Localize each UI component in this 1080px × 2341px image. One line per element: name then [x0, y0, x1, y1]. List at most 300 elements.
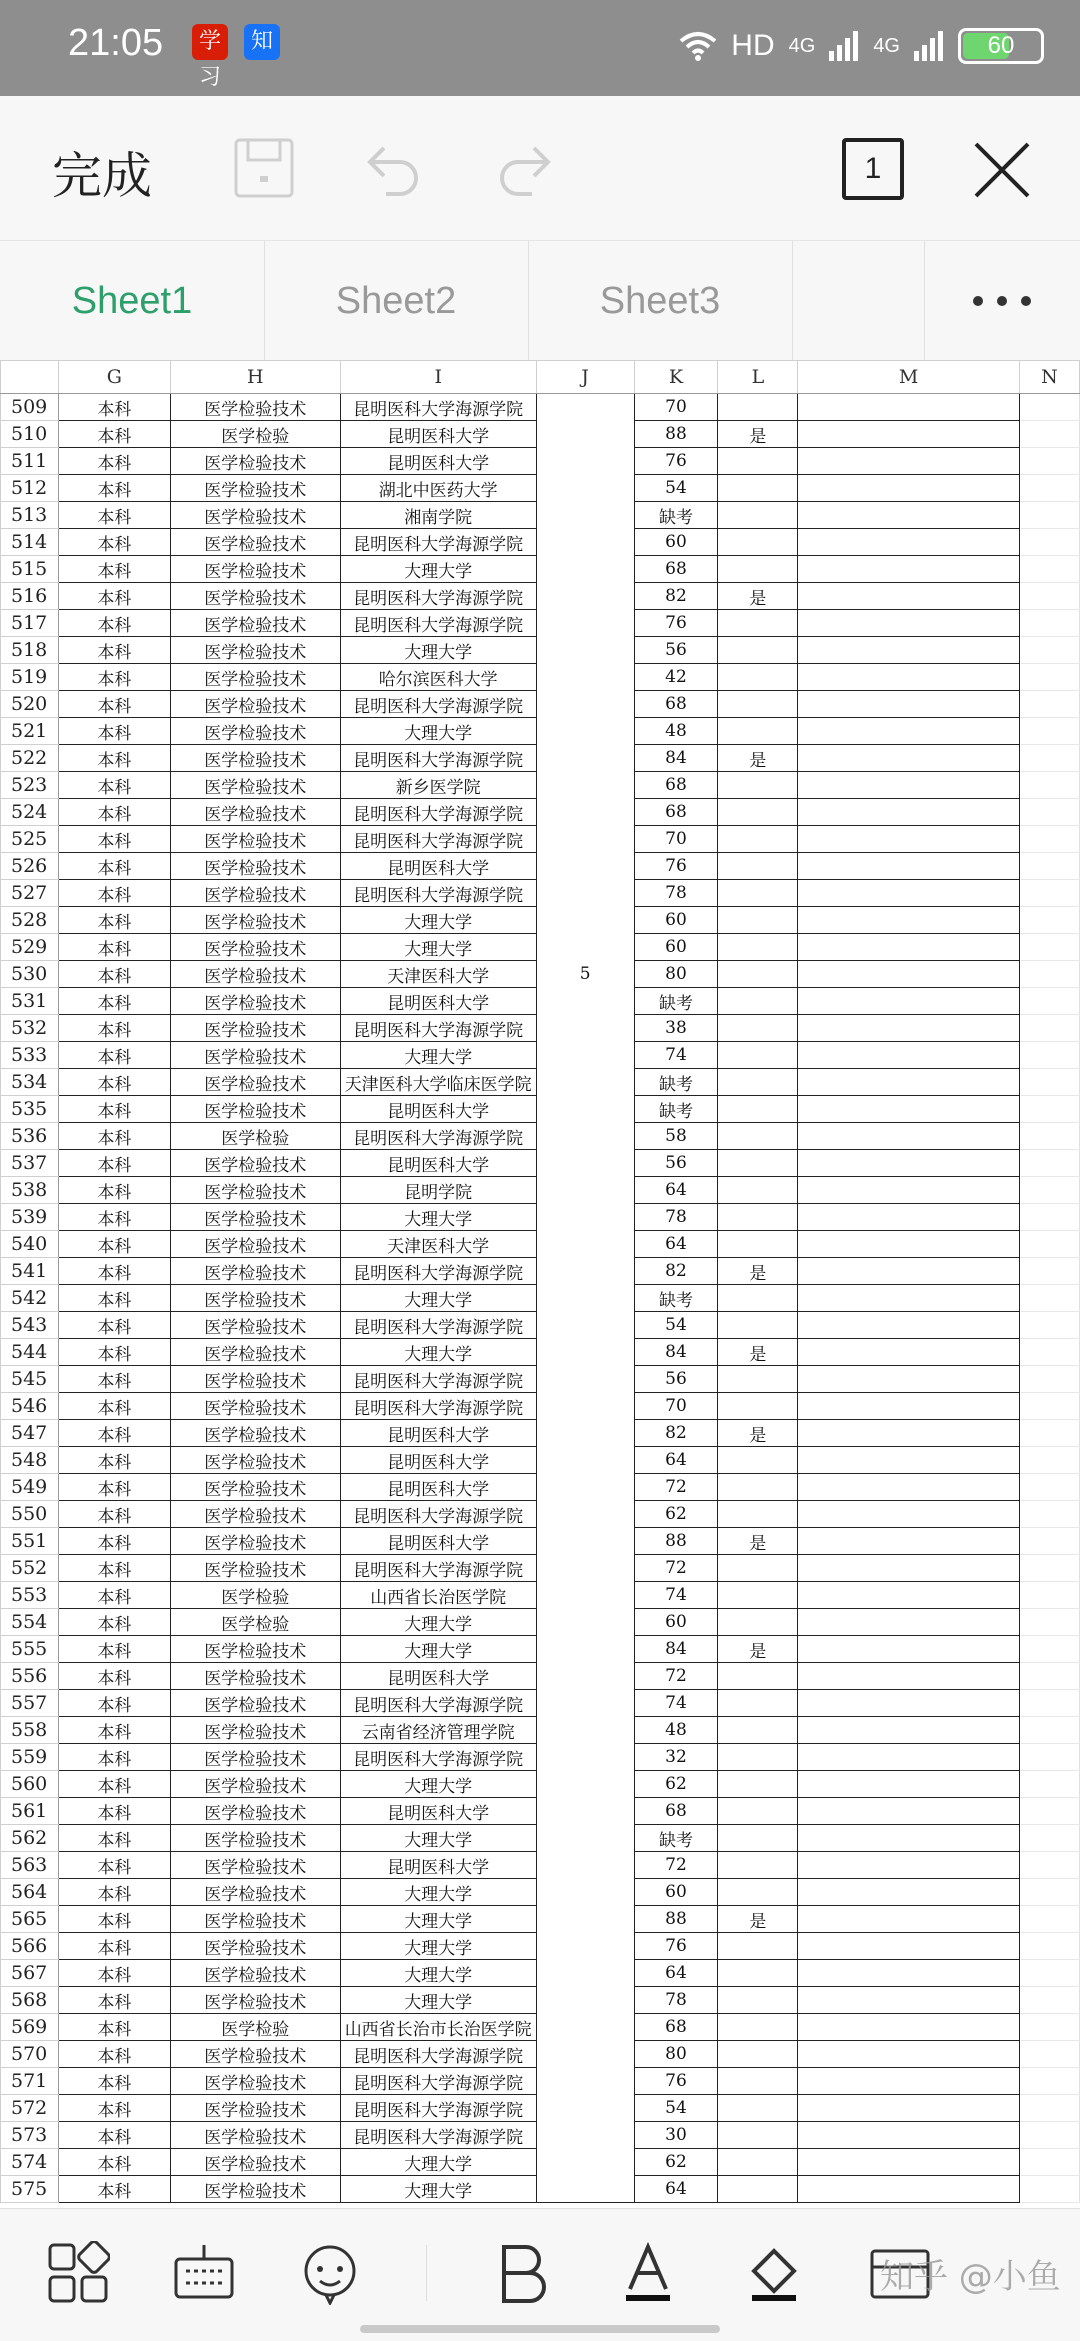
cell-j[interactable] [536, 1771, 634, 1798]
cell-score[interactable]: 56 [634, 1150, 718, 1177]
cell-j[interactable] [536, 1285, 634, 1312]
cell-school[interactable]: 昆明医科大学海源学院 [340, 529, 536, 556]
cell-school[interactable]: 大理大学 [340, 1987, 536, 2014]
cell-degree[interactable]: 本科 [58, 2014, 170, 2041]
cell-score[interactable]: 60 [634, 529, 718, 556]
cell-school[interactable]: 昆明医科大学海源学院 [340, 610, 536, 637]
cell-pass[interactable] [718, 1069, 798, 1096]
tab-sheet3[interactable]: Sheet3 [528, 241, 793, 361]
cell-major[interactable]: 医学检验技术 [170, 1042, 340, 1069]
cell-n[interactable] [1019, 1123, 1079, 1150]
row-number-cell[interactable]: 560 [1, 1771, 59, 1798]
cell-degree[interactable]: 本科 [58, 529, 170, 556]
cell-degree[interactable]: 本科 [58, 637, 170, 664]
row-number-cell[interactable]: 564 [1, 1879, 59, 1906]
cell-j[interactable] [536, 1123, 634, 1150]
cell-m[interactable] [798, 1555, 1020, 1582]
cell-m[interactable] [798, 1258, 1020, 1285]
cell-pass[interactable] [718, 2149, 798, 2176]
undo-icon[interactable] [362, 136, 426, 200]
cell-score[interactable]: 74 [634, 1042, 718, 1069]
row-number-cell[interactable]: 520 [1, 691, 59, 718]
cell-m[interactable] [798, 826, 1020, 853]
cell-pass[interactable]: 是 [718, 1636, 798, 1663]
cell-pass[interactable] [718, 826, 798, 853]
cell-m[interactable] [798, 1690, 1020, 1717]
row-number-cell[interactable]: 539 [1, 1204, 59, 1231]
cell-m[interactable] [798, 502, 1020, 529]
cell-n[interactable] [1019, 448, 1079, 475]
row-number-cell[interactable]: 558 [1, 1717, 59, 1744]
cell-n[interactable] [1019, 1582, 1079, 1609]
cell-score[interactable]: 76 [634, 610, 718, 637]
cell-major[interactable]: 医学检验技术 [170, 1987, 340, 2014]
cell-school[interactable]: 大理大学 [340, 1825, 536, 1852]
corner-cell[interactable] [1, 361, 59, 394]
cell-j[interactable] [536, 394, 634, 421]
cell-j[interactable] [536, 1528, 634, 1555]
cell-school[interactable]: 大理大学 [340, 1879, 536, 1906]
row-number-cell[interactable]: 557 [1, 1690, 59, 1717]
cell-major[interactable]: 医学检验技术 [170, 1069, 340, 1096]
cell-school[interactable]: 山西省长治医学院 [340, 1582, 536, 1609]
cell-degree[interactable]: 本科 [58, 1825, 170, 1852]
cell-m[interactable] [798, 1231, 1020, 1258]
row-number-cell[interactable]: 528 [1, 907, 59, 934]
cell-school[interactable]: 昆明医科大学 [340, 1528, 536, 1555]
cell-j[interactable] [536, 1231, 634, 1258]
row-number-cell[interactable]: 545 [1, 1366, 59, 1393]
row-number-cell[interactable]: 521 [1, 718, 59, 745]
cell-n[interactable] [1019, 1771, 1079, 1798]
cell-j[interactable] [536, 745, 634, 772]
cell-m[interactable] [798, 1636, 1020, 1663]
cell-score[interactable]: 88 [634, 1528, 718, 1555]
cell-score[interactable]: 42 [634, 664, 718, 691]
cell-m[interactable] [798, 394, 1020, 421]
cell-pass[interactable] [718, 1744, 798, 1771]
cell-m[interactable] [798, 583, 1020, 610]
cell-pass[interactable] [718, 1771, 798, 1798]
column-header-i[interactable]: I [340, 361, 536, 394]
cell-pass[interactable] [718, 691, 798, 718]
cell-score[interactable]: 60 [634, 907, 718, 934]
cell-n[interactable] [1019, 394, 1079, 421]
cell-score[interactable]: 88 [634, 1906, 718, 1933]
cell-school[interactable]: 大理大学 [340, 1933, 536, 1960]
cell-m[interactable] [798, 1123, 1020, 1150]
row-number-cell[interactable]: 517 [1, 610, 59, 637]
cell-j[interactable] [536, 502, 634, 529]
cell-degree[interactable]: 本科 [58, 1420, 170, 1447]
cell-major[interactable]: 医学检验 [170, 1582, 340, 1609]
cell-score[interactable]: 80 [634, 2041, 718, 2068]
cell-n[interactable] [1019, 691, 1079, 718]
cell-degree[interactable]: 本科 [58, 880, 170, 907]
cell-school[interactable]: 大理大学 [340, 2149, 536, 2176]
cell-score[interactable]: 58 [634, 1123, 718, 1150]
row-number-cell[interactable]: 529 [1, 934, 59, 961]
cell-pass[interactable] [718, 1150, 798, 1177]
cell-school[interactable]: 昆明医科大学 [340, 1852, 536, 1879]
cell-major[interactable]: 医学检验技术 [170, 1663, 340, 1690]
cell-j[interactable] [536, 1852, 634, 1879]
cell-major[interactable]: 医学检验技术 [170, 934, 340, 961]
row-number-cell[interactable]: 525 [1, 826, 59, 853]
cell-score[interactable]: 缺考 [634, 1069, 718, 1096]
cell-major[interactable]: 医学检验技术 [170, 1474, 340, 1501]
cell-major[interactable]: 医学检验技术 [170, 1825, 340, 1852]
cell-degree[interactable]: 本科 [58, 1339, 170, 1366]
cell-major[interactable]: 医学检验技术 [170, 1339, 340, 1366]
cell-pass[interactable] [718, 1312, 798, 1339]
row-number-cell[interactable]: 532 [1, 1015, 59, 1042]
cell-n[interactable] [1019, 1501, 1079, 1528]
cell-school[interactable]: 昆明医科大学海源学院 [340, 2041, 536, 2068]
cell-school[interactable]: 昆明医科大学海源学院 [340, 799, 536, 826]
cell-j[interactable] [536, 1879, 634, 1906]
cell-pass[interactable] [718, 1960, 798, 1987]
row-number-cell[interactable]: 524 [1, 799, 59, 826]
row-number-cell[interactable]: 518 [1, 637, 59, 664]
cell-pass[interactable] [718, 1474, 798, 1501]
cell-pass[interactable] [718, 394, 798, 421]
cell-major[interactable]: 医学检验技术 [170, 1555, 340, 1582]
cell-j[interactable] [536, 610, 634, 637]
cell-j[interactable] [536, 826, 634, 853]
cell-major[interactable]: 医学检验 [170, 2014, 340, 2041]
cell-m[interactable] [798, 1285, 1020, 1312]
cell-m[interactable] [798, 1663, 1020, 1690]
cell-m[interactable] [798, 691, 1020, 718]
cell-school[interactable]: 大理大学 [340, 2176, 536, 2203]
done-button[interactable]: 完成 [52, 147, 152, 205]
cell-degree[interactable]: 本科 [58, 853, 170, 880]
cell-n[interactable] [1019, 1285, 1079, 1312]
cell-n[interactable] [1019, 745, 1079, 772]
cell-n[interactable] [1019, 961, 1079, 988]
cell-major[interactable]: 医学检验技术 [170, 1096, 340, 1123]
cell-pass[interactable] [718, 1231, 798, 1258]
cell-major[interactable]: 医学检验技术 [170, 1366, 340, 1393]
row-number-cell[interactable]: 540 [1, 1231, 59, 1258]
cell-score[interactable]: 72 [634, 1474, 718, 1501]
cell-j[interactable] [536, 1204, 634, 1231]
cell-j[interactable] [536, 1744, 634, 1771]
cell-pass[interactable] [718, 1042, 798, 1069]
cell-score[interactable]: 70 [634, 394, 718, 421]
cell-major[interactable]: 医学检验技术 [170, 556, 340, 583]
cell-pass[interactable] [718, 1096, 798, 1123]
cell-m[interactable] [798, 853, 1020, 880]
cell-n[interactable] [1019, 1663, 1079, 1690]
cell-pass[interactable] [718, 2095, 798, 2122]
cell-pass[interactable]: 是 [718, 1339, 798, 1366]
cell-m[interactable] [798, 1042, 1020, 1069]
cell-pass[interactable] [718, 2014, 798, 2041]
cell-m[interactable] [798, 664, 1020, 691]
row-number-cell[interactable]: 569 [1, 2014, 59, 2041]
row-number-cell[interactable]: 530 [1, 961, 59, 988]
cell-n[interactable] [1019, 1960, 1079, 1987]
cell-major[interactable]: 医学检验技术 [170, 1852, 340, 1879]
cell-degree[interactable]: 本科 [58, 1231, 170, 1258]
cell-m[interactable] [798, 1366, 1020, 1393]
cell-school[interactable]: 昆明医科大学海源学院 [340, 1258, 536, 1285]
cell-score[interactable]: 64 [634, 1177, 718, 1204]
cell-school[interactable]: 昆明医科大学海源学院 [340, 1555, 536, 1582]
cell-j[interactable] [536, 1150, 634, 1177]
cell-degree[interactable]: 本科 [58, 907, 170, 934]
cell-school[interactable]: 昆明医科大学海源学院 [340, 1312, 536, 1339]
cell-n[interactable] [1019, 1798, 1079, 1825]
cell-pass[interactable] [718, 1177, 798, 1204]
cell-pass[interactable] [718, 1366, 798, 1393]
cell-school[interactable]: 大理大学 [340, 907, 536, 934]
cell-degree[interactable]: 本科 [58, 610, 170, 637]
cell-score[interactable]: 30 [634, 2122, 718, 2149]
cell-pass[interactable]: 是 [718, 1258, 798, 1285]
tab-sheet2[interactable]: Sheet2 [264, 241, 529, 361]
cell-j[interactable] [536, 1042, 634, 1069]
cell-n[interactable] [1019, 1177, 1079, 1204]
row-number-cell[interactable]: 541 [1, 1258, 59, 1285]
cell-degree[interactable]: 本科 [58, 772, 170, 799]
cell-n[interactable] [1019, 1987, 1079, 2014]
cell-score[interactable]: 74 [634, 1582, 718, 1609]
cell-j[interactable] [536, 1798, 634, 1825]
cell-m[interactable] [798, 1150, 1020, 1177]
cell-pass[interactable] [718, 1582, 798, 1609]
cell-pass[interactable] [718, 1663, 798, 1690]
row-number-cell[interactable]: 551 [1, 1528, 59, 1555]
cell-n[interactable] [1019, 1717, 1079, 1744]
row-number-cell[interactable]: 548 [1, 1447, 59, 1474]
cell-score[interactable]: 78 [634, 1204, 718, 1231]
cell-m[interactable] [798, 1609, 1020, 1636]
cell-major[interactable]: 医学检验技术 [170, 1015, 340, 1042]
cell-degree[interactable]: 本科 [58, 475, 170, 502]
cell-n[interactable] [1019, 718, 1079, 745]
cell-major[interactable]: 医学检验技术 [170, 448, 340, 475]
cell-major[interactable]: 医学检验技术 [170, 2041, 340, 2068]
cell-degree[interactable]: 本科 [58, 718, 170, 745]
cell-major[interactable]: 医学检验 [170, 421, 340, 448]
cell-degree[interactable]: 本科 [58, 2068, 170, 2095]
row-number-cell[interactable]: 512 [1, 475, 59, 502]
cell-score[interactable]: 78 [634, 880, 718, 907]
row-number-cell[interactable]: 567 [1, 1960, 59, 1987]
cell-school[interactable]: 昆明医科大学海源学院 [340, 1690, 536, 1717]
cell-degree[interactable]: 本科 [58, 1393, 170, 1420]
cell-pass[interactable] [718, 2068, 798, 2095]
cell-score[interactable]: 72 [634, 1663, 718, 1690]
cell-n[interactable] [1019, 1231, 1079, 1258]
cell-n[interactable] [1019, 2041, 1079, 2068]
cell-m[interactable] [798, 475, 1020, 502]
cell-degree[interactable]: 本科 [58, 1987, 170, 2014]
row-number-cell[interactable]: 570 [1, 2041, 59, 2068]
cell-m[interactable] [798, 1069, 1020, 1096]
cell-m[interactable] [798, 2014, 1020, 2041]
cell-j[interactable] [536, 1258, 634, 1285]
cell-school[interactable]: 昆明医科大学 [340, 1474, 536, 1501]
cell-school[interactable]: 昆明医科大学 [340, 1798, 536, 1825]
cell-j[interactable] [536, 448, 634, 475]
cell-degree[interactable]: 本科 [58, 799, 170, 826]
row-number-cell[interactable]: 509 [1, 394, 59, 421]
cell-school[interactable]: 昆明医科大学海源学院 [340, 394, 536, 421]
cell-score[interactable]: 68 [634, 772, 718, 799]
row-number-cell[interactable]: 549 [1, 1474, 59, 1501]
cell-degree[interactable]: 本科 [58, 664, 170, 691]
cell-pass[interactable] [718, 1501, 798, 1528]
cell-j[interactable] [536, 1393, 634, 1420]
cell-pass[interactable] [718, 2041, 798, 2068]
fill-color-icon[interactable] [742, 2241, 806, 2305]
row-number-cell[interactable]: 515 [1, 556, 59, 583]
cell-m[interactable] [798, 988, 1020, 1015]
cell-pass[interactable] [718, 934, 798, 961]
cell-pass[interactable] [718, 502, 798, 529]
cell-n[interactable] [1019, 637, 1079, 664]
cell-n[interactable] [1019, 2014, 1079, 2041]
cell-pass[interactable] [718, 1393, 798, 1420]
cell-j[interactable] [536, 1609, 634, 1636]
cell-score[interactable]: 64 [634, 1231, 718, 1258]
cell-school[interactable]: 昆明医科大学海源学院 [340, 1015, 536, 1042]
cell-pass[interactable] [718, 637, 798, 664]
cell-j[interactable] [536, 1312, 634, 1339]
spreadsheet-grid[interactable] [0, 360, 1080, 2208]
cell-school[interactable]: 大理大学 [340, 1285, 536, 1312]
cell-degree[interactable]: 本科 [58, 1609, 170, 1636]
cell-score[interactable]: 70 [634, 826, 718, 853]
cell-pass[interactable] [718, 1852, 798, 1879]
cell-degree[interactable]: 本科 [58, 961, 170, 988]
row-number-cell[interactable]: 537 [1, 1150, 59, 1177]
cell-m[interactable] [798, 2122, 1020, 2149]
cell-n[interactable] [1019, 1474, 1079, 1501]
cell-m[interactable] [798, 1474, 1020, 1501]
cell-degree[interactable]: 本科 [58, 1744, 170, 1771]
cell-degree[interactable]: 本科 [58, 1852, 170, 1879]
cell-n[interactable] [1019, 1609, 1079, 1636]
cell-n[interactable] [1019, 1906, 1079, 1933]
cell-j[interactable] [536, 1447, 634, 1474]
cell-pass[interactable] [718, 961, 798, 988]
redo-icon[interactable] [492, 136, 556, 200]
cell-m[interactable] [798, 961, 1020, 988]
cell-n[interactable] [1019, 1852, 1079, 1879]
cell-degree[interactable]: 本科 [58, 691, 170, 718]
cell-pass[interactable] [718, 1987, 798, 2014]
cell-n[interactable] [1019, 1825, 1079, 1852]
cell-pass[interactable] [718, 799, 798, 826]
cell-pass[interactable] [718, 1609, 798, 1636]
cell-score[interactable]: 72 [634, 1555, 718, 1582]
cell-score[interactable]: 78 [634, 1987, 718, 2014]
cell-degree[interactable]: 本科 [58, 1069, 170, 1096]
cell-n[interactable] [1019, 1339, 1079, 1366]
cell-j[interactable] [536, 1906, 634, 1933]
cell-n[interactable] [1019, 502, 1079, 529]
cell-pass[interactable] [718, 1933, 798, 1960]
row-number-cell[interactable]: 511 [1, 448, 59, 475]
cell-n[interactable] [1019, 907, 1079, 934]
cell-n[interactable] [1019, 799, 1079, 826]
cell-score[interactable]: 48 [634, 718, 718, 745]
row-number-cell[interactable]: 514 [1, 529, 59, 556]
cell-m[interactable] [798, 772, 1020, 799]
cell-pass[interactable] [718, 907, 798, 934]
row-number-cell[interactable]: 527 [1, 880, 59, 907]
cell-j[interactable] [536, 772, 634, 799]
cell-degree[interactable]: 本科 [58, 1042, 170, 1069]
cell-pass[interactable] [718, 448, 798, 475]
cell-pass[interactable]: 是 [718, 1906, 798, 1933]
cell-major[interactable]: 医学检验技术 [170, 1501, 340, 1528]
cell-j[interactable] [536, 1015, 634, 1042]
cell-pass[interactable] [718, 853, 798, 880]
cell-major[interactable]: 医学检验技术 [170, 880, 340, 907]
tab-sheet1[interactable]: Sheet1 [0, 241, 265, 361]
cell-m[interactable] [798, 637, 1020, 664]
cell-score[interactable]: 84 [634, 745, 718, 772]
cell-major[interactable]: 医学检验技术 [170, 2149, 340, 2176]
save-icon[interactable] [232, 136, 296, 200]
cell-j[interactable] [536, 1474, 634, 1501]
cell-degree[interactable]: 本科 [58, 1636, 170, 1663]
cell-j[interactable] [536, 2041, 634, 2068]
cell-score[interactable]: 70 [634, 1393, 718, 1420]
cell-n[interactable] [1019, 1015, 1079, 1042]
cell-j[interactable] [536, 691, 634, 718]
cell-n[interactable] [1019, 529, 1079, 556]
cell-n[interactable] [1019, 1366, 1079, 1393]
cell-degree[interactable]: 本科 [58, 1663, 170, 1690]
cell-degree[interactable]: 本科 [58, 1258, 170, 1285]
cell-pass[interactable] [718, 772, 798, 799]
row-number-cell[interactable]: 536 [1, 1123, 59, 1150]
cell-j[interactable] [536, 1420, 634, 1447]
row-number-cell[interactable]: 510 [1, 421, 59, 448]
cell-score[interactable]: 54 [634, 475, 718, 502]
cell-pass[interactable] [718, 1798, 798, 1825]
cell-major[interactable]: 医学检验技术 [170, 1879, 340, 1906]
row-number-cell[interactable]: 568 [1, 1987, 59, 2014]
cell-j[interactable] [536, 583, 634, 610]
cell-major[interactable]: 医学检验技术 [170, 2095, 340, 2122]
cell-degree[interactable]: 本科 [58, 1177, 170, 1204]
cell-school[interactable]: 昆明医科大学 [340, 1096, 536, 1123]
row-number-cell[interactable]: 572 [1, 2095, 59, 2122]
cell-n[interactable] [1019, 1933, 1079, 1960]
column-header-l[interactable]: L [718, 361, 798, 394]
cell-m[interactable] [798, 934, 1020, 961]
cell-school[interactable]: 昆明医科大学海源学院 [340, 1366, 536, 1393]
cell-pass[interactable] [718, 610, 798, 637]
cell-j[interactable] [536, 988, 634, 1015]
cell-school[interactable]: 新乡医学院 [340, 772, 536, 799]
cell-m[interactable] [798, 448, 1020, 475]
cell-major[interactable]: 医学检验技术 [170, 1420, 340, 1447]
cell-m[interactable] [798, 529, 1020, 556]
cell-n[interactable] [1019, 1555, 1079, 1582]
cell-major[interactable]: 医学检验技术 [170, 664, 340, 691]
cell-m[interactable] [798, 2068, 1020, 2095]
cell-school[interactable]: 昆明医科大学海源学院 [340, 583, 536, 610]
